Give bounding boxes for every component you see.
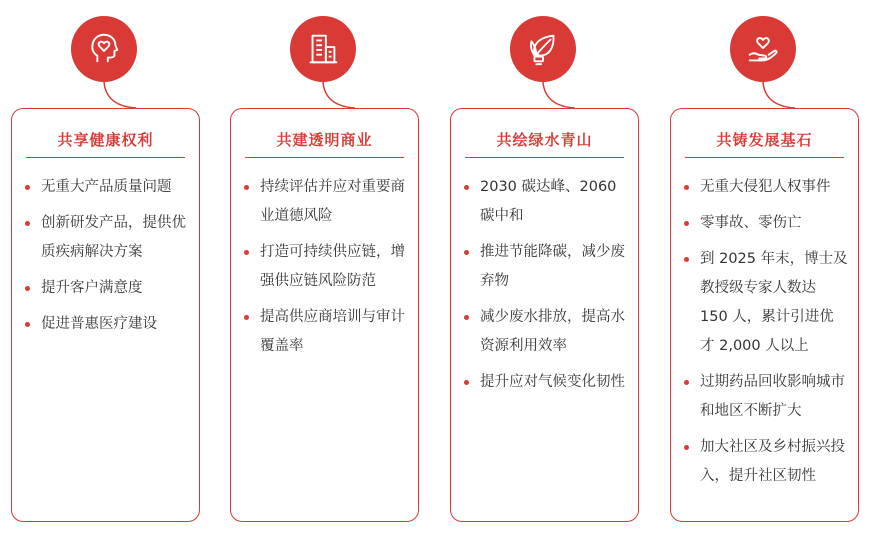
column-development — [670, 0, 859, 535]
list-item: 促进普惠医疗建设 — [24, 310, 189, 339]
list-item: 推进节能降碳，减少废弃物 — [463, 238, 628, 296]
column-health — [11, 0, 200, 535]
list-item: 零事故、零伤亡 — [683, 209, 848, 238]
card-title: 共绘绿水青山 — [496, 131, 593, 149]
card — [11, 108, 200, 522]
card — [670, 108, 859, 522]
list-item: 减少废水排放，提高水资源利用效率 — [463, 303, 628, 361]
list-item: 创新研发产品，提供优质疾病解决方案 — [24, 209, 189, 267]
card — [230, 108, 419, 522]
divider — [465, 157, 624, 158]
card-title: 共建透明商业 — [276, 131, 373, 149]
list-item: 过期药品回收影响城市和地区不断扩大 — [683, 368, 848, 426]
bullet-list — [463, 173, 628, 404]
buildings-icon — [290, 16, 356, 82]
card-title: 共享健康权利 — [57, 131, 154, 149]
list-item: 持续评估并应对重要商业道德风险 — [243, 173, 408, 231]
list-item: 提升应对气候变化韧性 — [463, 368, 628, 397]
list-item: 无重大侵犯人权事件 — [683, 173, 848, 202]
list-item: 打造可持续供应链，增强供应链风险防范 — [243, 238, 408, 296]
list-item: 提升客户满意度 — [24, 274, 189, 303]
list-item: 到 2025 年末，博士及教授级专家人数达 150 人，累计引进优才 2,000 人以上 — [683, 245, 848, 361]
leaf-bulb-icon — [510, 16, 576, 82]
column-environment — [450, 0, 639, 535]
divider — [26, 157, 185, 158]
card-title: 共铸发展基石 — [716, 131, 813, 149]
bullet-list — [683, 173, 848, 498]
list-item: 加大社区及乡村振兴投入，提升社区韧性 — [683, 433, 848, 491]
list-item: 2030 碳达峰、2060 碳中和 — [463, 173, 628, 231]
bullet-list — [243, 173, 408, 368]
head-heart-icon — [71, 16, 137, 82]
list-item: 提高供应商培训与审计覆盖率 — [243, 303, 408, 361]
bullet-list — [24, 173, 189, 346]
hand-heart-icon — [730, 16, 796, 82]
card — [450, 108, 639, 522]
divider — [685, 157, 844, 158]
column-business — [230, 0, 419, 535]
divider — [245, 157, 404, 158]
list-item: 无重大产品质量问题 — [24, 173, 189, 202]
